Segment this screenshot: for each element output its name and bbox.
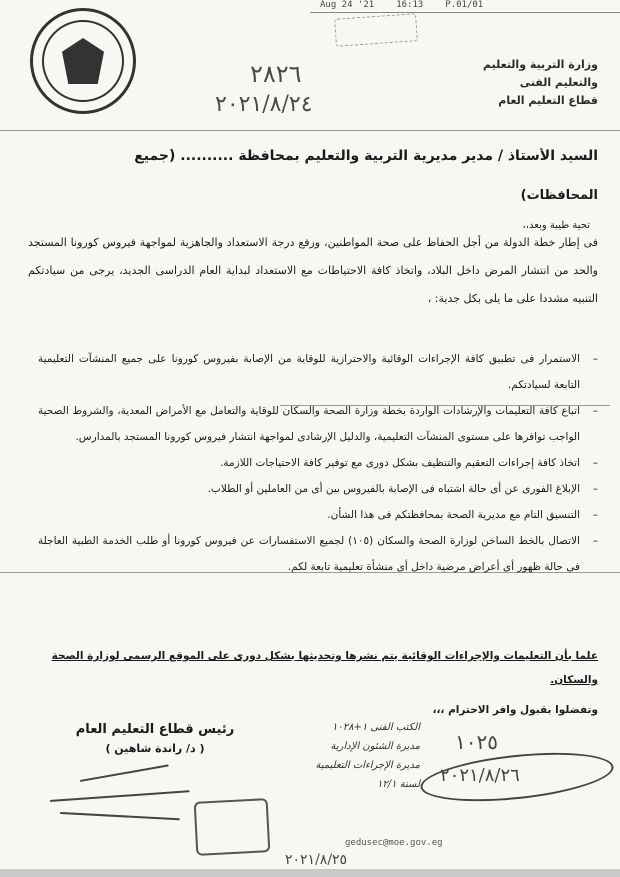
instructions-list (38, 346, 598, 580)
handwritten-ref-no: ١٠٢٥ (455, 730, 498, 754)
ministry-seal-logo (30, 8, 136, 114)
addressee-line-1: السيد الأستاذ / مدير مديرية التربية والتعليم بمحافظة .......... (جميع (134, 148, 598, 164)
signature-scribble (50, 790, 190, 802)
list-item: – الاستمرار فى تطبيق كافة الإجراءات الوقائية والاحترازية للوقاية من الإصابة بفيروس كورونا على جميع المنشآت التعليمية التابعة لسيادتكم. (38, 346, 598, 398)
note-paragraph: علما بأن التعليمات والإجراءات الوقائية يتم نشرها وتحديثها بشكل دورى على الموقع الرسمى لوزارة الصحة والسكان. (51, 650, 598, 686)
email-address: gedusec@moe.gov.eg (345, 838, 443, 848)
fax-header (320, 0, 610, 14)
distribution-notes (180, 718, 420, 794)
distribution-line: الكتب الفنى ١+١٠٢٨ (331, 722, 420, 733)
list-item: – الاتصال بالخط الساخن لوزارة الصحة والسكان (١٠٥) لجميع الاستفسارات عن فيروس كورونا أو طلب الخدمة الطبية العاجلة فى حالة ظهور أى أعراض مرضية داخل أى منشأة تعليمية تابعة لكم. (38, 528, 598, 580)
office-stamp (194, 798, 271, 856)
intro-paragraph: فى إطار خطة الدولة من أجل الحفاظ على صحة المواطنين، ورفع درجة الاستعداد والجاهزية لمواجهة فيروس كورونا المستجد والحد من انتشار المرض داخل البلاد، واتخاذ كافة الاحتياطات مع الاستعداد لبداية العام الدراسى الجديد، يرجى من سيادتكم التنبيه مشددا على ما يلى بكل جدية: ، (28, 236, 598, 305)
addressee-line-2: المحافظات) (520, 188, 598, 203)
handwritten-bottom-date: ٢٠٢١/٨/٢٥ (285, 852, 348, 868)
distribution-line: لسنة ١٢/١ (376, 779, 420, 790)
fax-page-no: P.01/01 (445, 0, 484, 10)
received-stamp (334, 13, 418, 47)
list-item: – الإبلاغ الفورى عن أى حالة اشتباه فى الإصابة بالفيروس بين أى من العاملين أو الطلاب. (38, 476, 598, 502)
ministry-line-3: قطاع التعليم العام (498, 94, 598, 107)
handwritten-ref-date: ٢٠٢١/٨/٢٦ (440, 765, 520, 786)
signature-scribble (80, 764, 169, 782)
signature-scribble (60, 812, 180, 820)
greeting: تحية طيبة وبعد،، (522, 220, 590, 231)
list-item: – التنسيق التام مع مديرية الصحة بمحافظتكم فى هذا الشأن. (38, 502, 598, 528)
distribution-line: مديرة الشئون الإدارية (330, 741, 420, 752)
handwritten-date: ٢٠٢١/٨/٢٤ (215, 92, 313, 117)
ministry-line-1: وزارة التربية والتعليم (483, 58, 598, 71)
distribution-line: مديرة الإجراءات التعليمية (315, 760, 420, 771)
ministry-line-2: والتعليم الفنى (519, 76, 598, 89)
ministry-header (428, 56, 598, 110)
signature-name: ( د/ راندة شاهين ) (105, 742, 205, 755)
fax-time: 16:13 (396, 0, 424, 10)
signature-title: رئيس قطاع التعليم العام (75, 722, 235, 737)
list-item: – اتخاذ كافة إجراءات التعقيم والتنظيف بشكل دورى مع توفير كافة الاحتياجات اللازمة. (38, 450, 598, 476)
fax-date: Aug 24 '21 (320, 0, 375, 10)
header-divider (0, 130, 620, 131)
list-item: – اتباع كافة التعليمات والإرشادات الواردة بخطة وزارة الصحة والسكان للوقاية والتعامل مع الأمراض المعدية، والشروط الصحية الواجب توافرها على مستوى المنشآت التعليمية، والدليل الإرشادى لمواجهة انتشار فيروس كورونا المستجد بالمدارس. (38, 398, 598, 450)
scan-edge (0, 869, 620, 877)
handwritten-number: ٢٨٢٦ (250, 60, 302, 88)
closing-line: وتفضلوا بقبول وافر الاحترام ،،، (432, 704, 598, 716)
